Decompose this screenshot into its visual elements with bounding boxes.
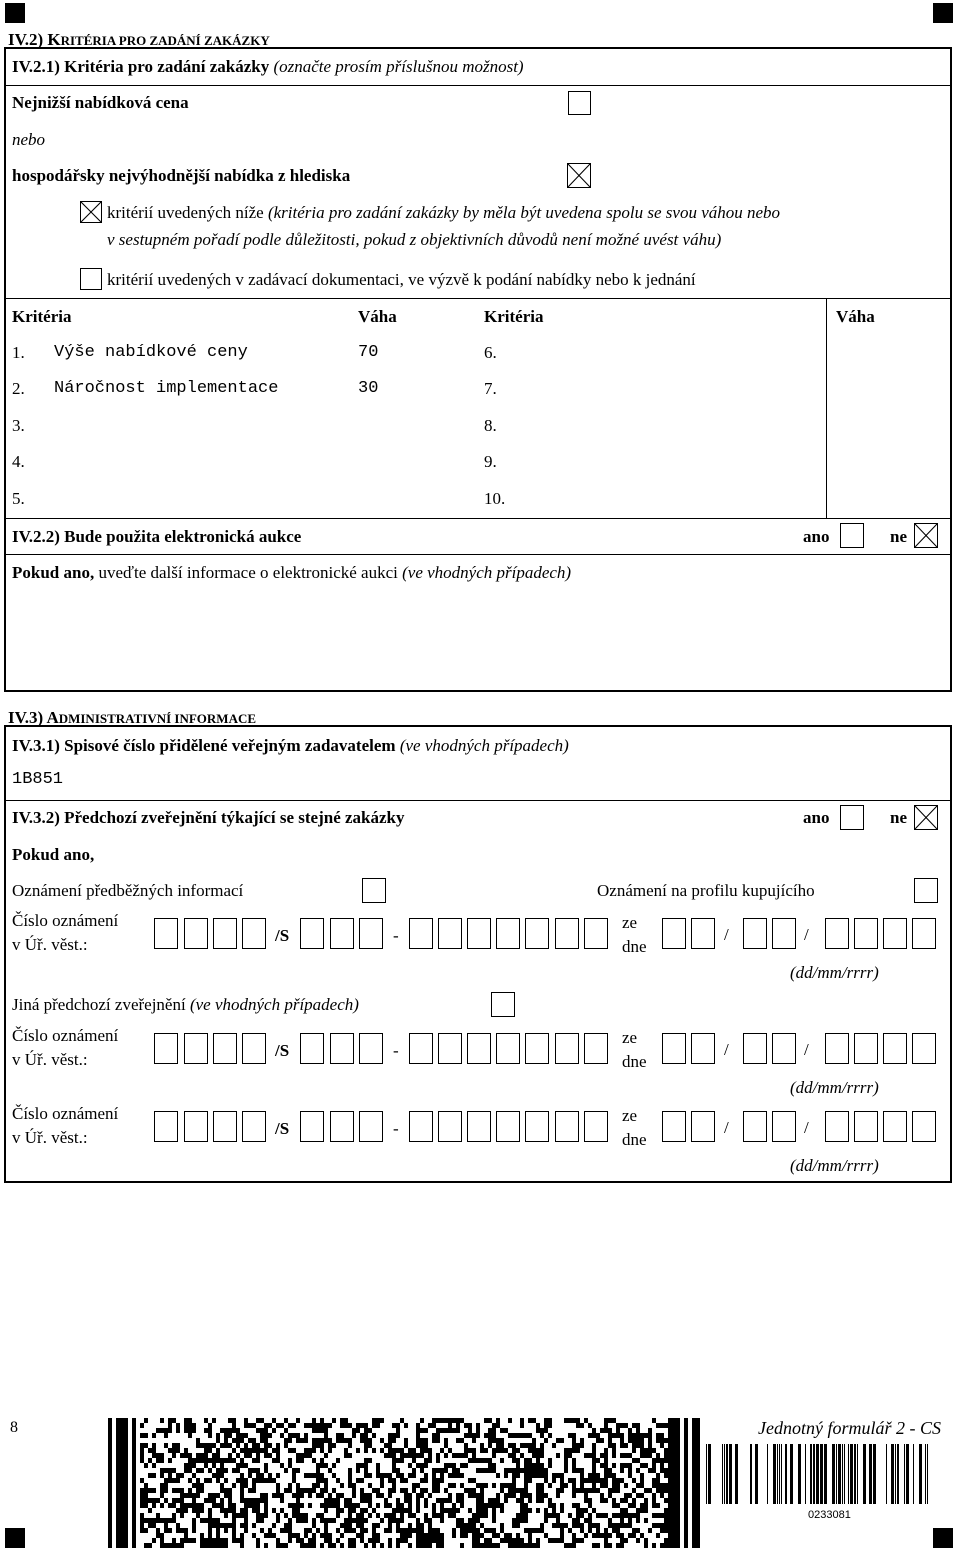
digit-box[interactable] [496,918,520,949]
divider [5,85,951,86]
digit-box[interactable] [154,1033,178,1064]
criteria-below-checkbox-checked[interactable] [80,201,102,223]
prior-yes-label: ano [803,808,830,827]
digit-box[interactable] [438,918,462,949]
date-of-label-2: dne [622,937,647,956]
digit-box[interactable] [691,1033,715,1064]
digit-box[interactable] [854,1111,878,1142]
notice-number-label: Číslo oznámení [12,911,119,930]
date-slash: / [724,1040,729,1059]
digit-box[interactable] [912,1111,936,1142]
criteria-row-number: 8. [484,416,497,435]
digit-box[interactable] [330,918,354,949]
notice-number-label-2: v Úř. věst.: [12,935,88,954]
digit-box[interactable] [154,918,178,949]
digit-box[interactable] [359,918,383,949]
prior-yes-checkbox[interactable] [840,805,864,830]
file-number-value[interactable]: 1B851 [12,770,64,789]
digit-box[interactable] [772,1033,796,1064]
corner-marker-top-right [933,3,953,23]
digit-box[interactable] [854,1033,878,1064]
digit-box[interactable] [825,1111,849,1142]
digit-box[interactable] [772,1111,796,1142]
digit-box[interactable] [912,918,936,949]
or-label: nebo [12,130,46,149]
section-iv2-frame [4,47,952,692]
subsection-title-iv22: IV.2.2) Bude použita elektronická aukce [12,527,302,546]
digit-box[interactable] [467,1111,491,1142]
digit-box[interactable] [854,918,878,949]
corner-marker-bottom-right [933,1528,953,1548]
dash: - [393,1041,399,1060]
digit-box[interactable] [184,1033,208,1064]
date-format-hint: (dd/mm/rrrr) [790,963,879,982]
digit-box[interactable] [359,1033,383,1064]
notice-number-label-2: v Úř. věst.: [12,1050,88,1069]
col-header-criteria-right: Kritéria [484,307,544,326]
notice-number-label: Číslo oznámení [12,1104,119,1123]
date-of-label-2: dne [622,1130,647,1149]
slash-s: /S [275,926,290,945]
prior-no-label: ne [890,808,907,827]
criteria-row-number: 5. [12,489,25,508]
date-slash: / [804,1040,809,1059]
slash-s: /S [275,1119,290,1138]
digit-box[interactable] [409,918,433,949]
digit-box[interactable] [409,1111,433,1142]
digit-box[interactable] [825,918,849,949]
digit-box[interactable] [496,1033,520,1064]
buyer-profile-checkbox[interactable] [914,878,938,903]
digit-box[interactable] [584,918,608,949]
digit-box[interactable] [213,918,237,949]
prior-info-checkbox[interactable] [362,878,386,903]
digit-box[interactable] [555,918,579,949]
criteria-row-number: 7. [484,379,497,398]
dash: - [393,926,399,945]
criteria-row-number: 10. [484,489,506,508]
section-heading-iv2: IV.2) KRITÉRIA PRO ZADÁNÍ ZAKÁZKY [8,30,270,49]
other-prior-checkbox[interactable] [491,992,515,1017]
corner-marker-bottom-left [5,1528,25,1548]
prior-info-label: Oznámení předběžných informací [12,881,244,900]
notice-number-label-2: v Úř. věst.: [12,1128,88,1147]
criteria-docs-checkbox[interactable] [80,268,102,290]
date-slash: / [724,925,729,944]
form-name: Jednotný formulář 2 - CS [758,1418,941,1438]
auction-no-label: ne [890,527,907,546]
divider [5,518,951,519]
digit-box[interactable] [743,1111,767,1142]
subsection-title-iv32: IV.3.2) Předchozí zveřejnění týkající se stejné zakázky [12,808,405,827]
digit-box[interactable] [912,1033,936,1064]
barcode-number: 0233081 [808,1509,851,1521]
date-format-hint: (dd/mm/rrrr) [790,1156,879,1175]
digit-box[interactable] [467,918,491,949]
digit-box[interactable] [825,1033,849,1064]
digit-box[interactable] [772,918,796,949]
subsection-title-iv21: IV.2.1) Kritéria pro zadání zakázky (označte prosím příslušnou možnost) [12,57,524,76]
notice-number-label: Číslo oznámení [12,1026,119,1045]
digit-box[interactable] [584,1111,608,1142]
digit-box[interactable] [438,1111,462,1142]
auction-no-checkbox-checked[interactable] [914,523,938,548]
digit-box[interactable] [555,1033,579,1064]
digit-box[interactable] [184,918,208,949]
date-of-label-2: dne [622,1052,647,1071]
corner-marker-top-left [5,3,25,23]
date-format-hint: (dd/mm/rrrr) [790,1078,879,1097]
digit-box[interactable] [242,1033,266,1064]
criteria-row-number: 4. [12,452,25,471]
digit-box[interactable] [330,1033,354,1064]
digit-box[interactable] [300,1033,324,1064]
digit-box[interactable] [242,918,266,949]
digit-box[interactable] [525,918,549,949]
digit-box[interactable] [525,1111,549,1142]
criteria-weight[interactable]: 30 [358,379,379,398]
criteria-row-number: 6. [484,343,497,362]
buyer-profile-label: Oznámení na profilu kupujícího [597,881,815,900]
digit-box[interactable] [300,1111,324,1142]
col-header-weight-right: Váha [836,307,875,326]
digit-box[interactable] [691,1111,715,1142]
divider [5,800,951,801]
digit-box[interactable] [359,1111,383,1142]
if-yes-label: Pokud ano, [12,845,95,864]
digit-box[interactable] [555,1111,579,1142]
date-slash: / [804,925,809,944]
criteria-docs-text: kritérií uvedených v zadávací dokumentaci, ve výzvě k podání nabídky nebo k jednání [107,270,696,289]
digit-box[interactable] [584,1033,608,1064]
digit-box[interactable] [743,918,767,949]
date-slash: / [804,1118,809,1137]
digit-box[interactable] [662,1111,686,1142]
divider [5,298,951,299]
criteria-row-number: 1. [12,343,25,362]
subsection-title-iv31: IV.3.1) Spisové číslo přidělené veřejným zadavatelem (ve vhodných případech) [12,736,569,755]
barcode-1d [706,1444,928,1504]
date-of-label: ze [622,1028,638,1047]
prior-no-checkbox-checked[interactable] [914,805,938,830]
criteria-row-number: 9. [484,452,497,471]
lowest-price-checkbox[interactable] [568,91,591,115]
digit-box[interactable] [184,1111,208,1142]
criteria-below-text-2: v sestupném pořadí podle důležitosti, pokud z objektivních důvodů není možné uvést váhu) [107,230,722,249]
section-heading-iv3: IV.3) ADMINISTRATIVNÍ INFORMACE [8,708,257,727]
digit-box[interactable] [300,918,324,949]
page-number: 8 [10,1419,18,1436]
digit-box[interactable] [883,1033,907,1064]
divider [5,554,951,555]
digit-box[interactable] [743,1033,767,1064]
digit-box[interactable] [691,918,715,949]
digit-box[interactable] [330,1111,354,1142]
table-divider [826,298,827,518]
date-of-label: ze [622,1106,638,1125]
other-prior-label: Jiná předchozí zveřejnění (ve vhodných případech) [12,995,359,1014]
date-of-label: ze [622,913,638,932]
meat-label: hospodářsky nejvýhodnější nabídka z hlediska [12,166,351,185]
digit-box[interactable] [662,918,686,949]
auction-yes-checkbox[interactable] [840,523,864,548]
criteria-weight[interactable]: 70 [358,343,379,362]
digit-box[interactable] [662,1033,686,1064]
digit-box[interactable] [496,1111,520,1142]
barcode-2d [108,1418,700,1548]
digit-box[interactable] [242,1111,266,1142]
digit-box[interactable] [525,1033,549,1064]
criteria-row-number: 3. [12,416,25,435]
digit-box[interactable] [213,1111,237,1142]
dash: - [393,1119,399,1138]
criteria-name[interactable]: Náročnost implementace [54,379,279,398]
digit-box[interactable] [467,1033,491,1064]
auction-info-text: Pokud ano, uveďte další informace o elektronické aukci (ve vhodných případech) [12,563,572,582]
criteria-name[interactable]: Výše nabídkové ceny [54,343,248,362]
col-header-weight-left: Váha [358,307,397,326]
criteria-below-text: kritérií uvedených níže (kritéria pro zadání zakázky by měla být uvedena spolu se svou váhou nebo [107,203,781,222]
digit-box[interactable] [154,1111,178,1142]
date-slash: / [724,1118,729,1137]
meat-checkbox-checked[interactable] [567,163,591,188]
digit-box[interactable] [883,918,907,949]
slash-s: /S [275,1041,290,1060]
digit-box[interactable] [409,1033,433,1064]
lowest-price-label: Nejnižší nabídková cena [12,93,189,112]
col-header-criteria-left: Kritéria [12,307,72,326]
digit-box[interactable] [883,1111,907,1142]
digit-box[interactable] [438,1033,462,1064]
criteria-row-number: 2. [12,379,25,398]
auction-yes-label: ano [803,527,830,546]
digit-box[interactable] [213,1033,237,1064]
